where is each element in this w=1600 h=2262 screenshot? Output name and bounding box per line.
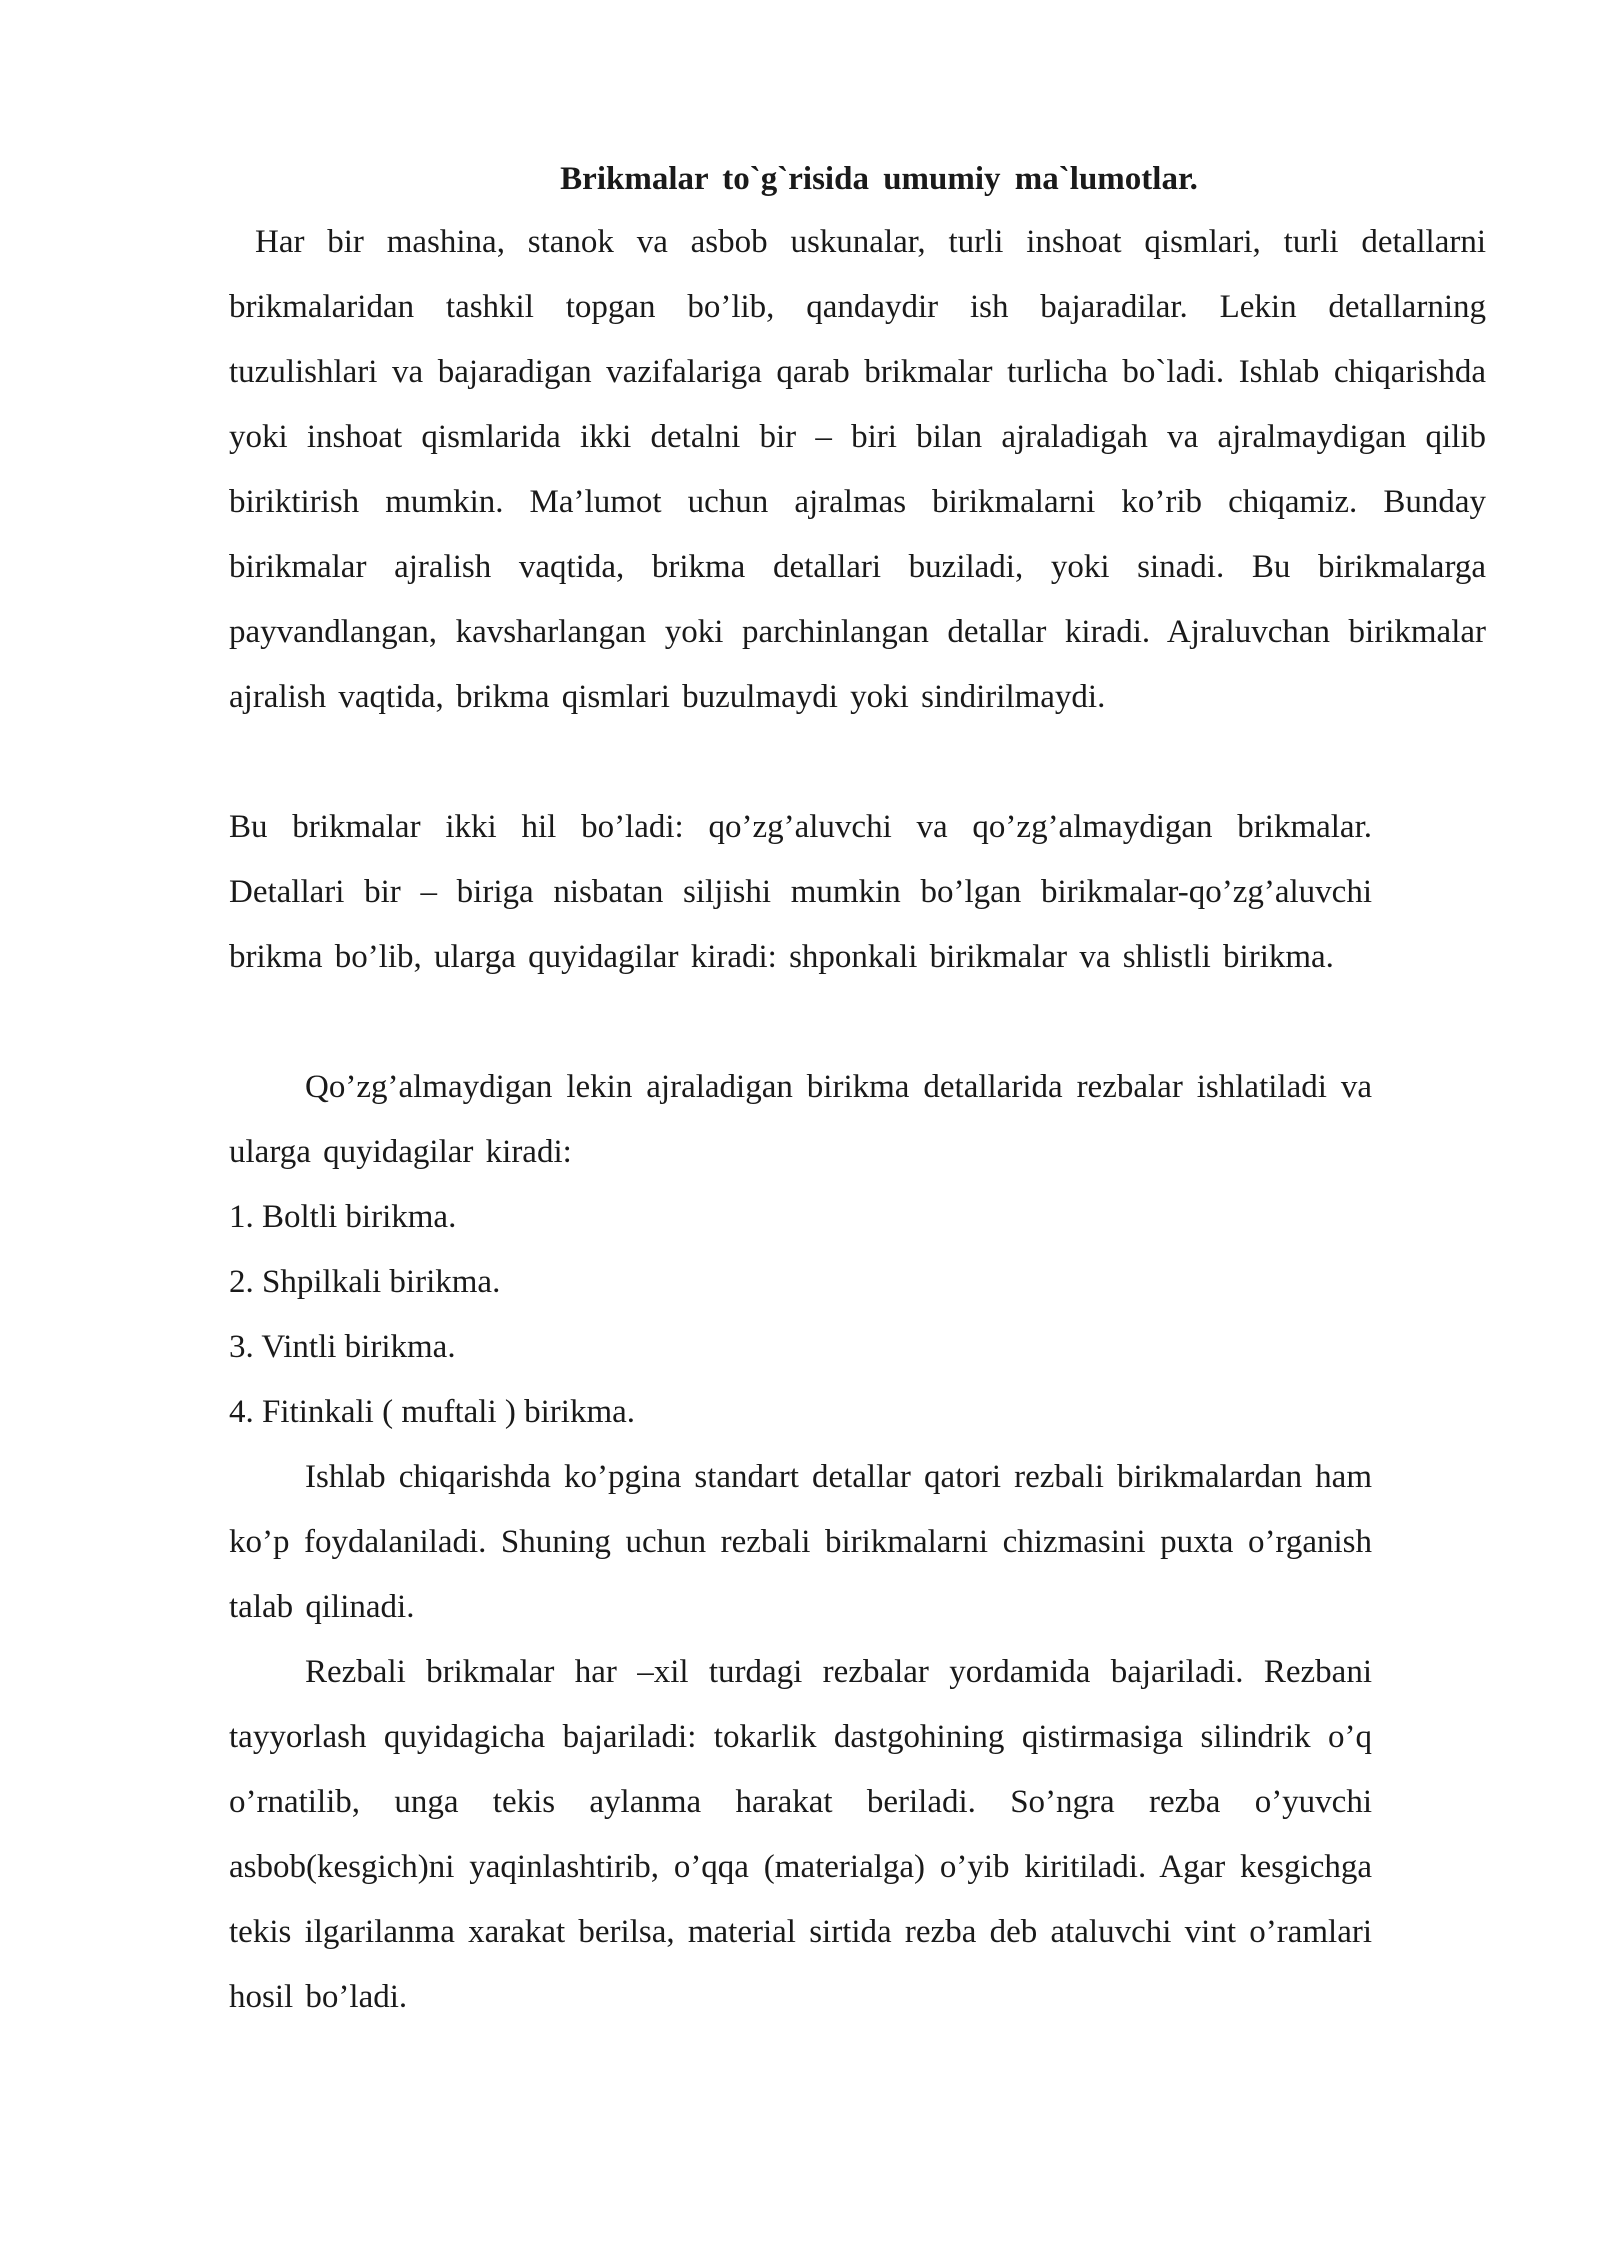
paragraph-standard-details: Ishlab chiqarishda ko’pgina standart detallar qatori rezbali birikmalardan ham ko’p foydalaniladi. Shuning uchun rezbali birikmalarni chizmasini puxta o’rganish talab qilinadi. <box>229 1459 1372 1625</box>
paragraph-intro: Har bir mashina, stanok va asbob uskunalar, turli inshoat qismlari, turli detallarni brikmalaridan tashkil topgan bo’lib, qandaydir ish bajaradilar. Lekin detallarning tuzulishlari va bajaradigan vazifalariga qarab brikmalar turlicha bo`ladi. Ishlab chiqarishda yoki inshoat qismlarida ikki detalni bir – biri bilan ajraladigah va ajralmaydigan qilib biriktirish mumkin. Ma’lumot uchun ajralmas birikmalarni ko’rib chiqamiz. Bunday birikmalar ajralish vaqtida, brikma detallari buziladi, yoki sinadi. Bu birikmalarga payvandlangan, kavsharlangan yoki parchinlangan detallar kiradi. Ajraluvchan birikmalar ajralish vaqtida, brikma qismlari buzulmaydi yoki sindirilmaydi. <box>229 224 1486 715</box>
list-item: 4. Fitinkali ( muftali ) birikma. <box>229 1394 636 1430</box>
paragraph-thread-making: Rezbali brikmalar har –xil turdagi rezbalar yordamida bajariladi. Rezbani tayyorlash quyidagicha bajariladi: tokarlik dastgohining qistirmasiga silindrik o’q o’rnatilib, unga tekis aylanma harakat beriladi. So’ngra rezba o’yuvchi asbob(kesgich)ni yaqinlashtirib, o’qqa (materialga) o’yib kiritiladi. Agar kesgichga tekis ilgarilanma xarakat berilsa, material sirtida rezba deb ataluvchi vint o’ramlari hosil bo’ladi. <box>229 1654 1372 2015</box>
document-title: Brikmalar to`g`risida umumiy ma`lumotlar. <box>560 161 1198 197</box>
list-item: 2. Shpilkali birikma. <box>229 1264 501 1300</box>
list-item: 1. Boltli birikma. <box>229 1199 457 1235</box>
list-item: 3. Vintli birikma. <box>229 1329 456 1365</box>
joint-list <box>229 1185 1372 1445</box>
paragraph-joint-types: Bu brikmalar ikki hil bo’ladi: qo’zg’aluvchi va qo’zg’almaydigan brikmalar. Detallari bir – biriga nisbatan siljishi mumkin bo’lgan birikmalar-qo’zg’aluvchi brikma bo’lib, ularga quyidagilar kiradi: shponkali birikmalar va shlistli birikma. <box>229 809 1372 975</box>
paragraph-threaded-intro: Qo’zg’almaydigan lekin ajraladigan birikma detallarida rezbalar ishlatiladi va ularga quyidagilar kiradi: <box>229 1069 1372 1170</box>
